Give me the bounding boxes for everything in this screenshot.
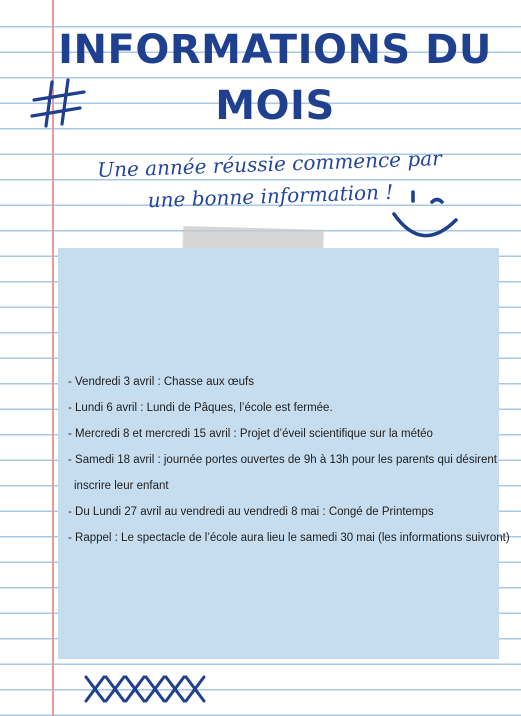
- list-item: - Mercredi 8 et mercredi 15 avril : Projet d’éveil scientifique sur la météo: [68, 428, 433, 440]
- title-line-2: MOIS: [215, 83, 335, 129]
- list-item: - Lundi 6 avril : Lundi de Pâques, l’école est fermée.: [68, 402, 333, 414]
- page-title: [40, 22, 510, 134]
- hashtag-icon: [28, 78, 90, 137]
- subtitle-line-2: une bonne information !: [147, 179, 394, 213]
- crosses-icon: [84, 671, 210, 710]
- info-list: [68, 369, 510, 551]
- list-item: - Vendredi 3 avril : Chasse aux œufs: [68, 376, 254, 388]
- title-line-1: INFORMATIONS DU: [58, 27, 492, 73]
- subtitle-line-1: Une année réussie commence par: [96, 146, 443, 183]
- smiley-icon: [388, 188, 464, 249]
- list-item: - Du Lundi 27 avril au vendredi au vendredi 8 mai : Congé de Printemps: [68, 506, 434, 518]
- list-item: inscrire leur enfant: [74, 480, 169, 492]
- list-item: - Samedi 18 avril : journée portes ouvertes de 9h à 13h pour les parents qui désirent: [68, 454, 497, 466]
- list-item: - Rappel : Le spectacle de l’école aura lieu le samedi 30 mai (les informations suivront): [68, 532, 510, 544]
